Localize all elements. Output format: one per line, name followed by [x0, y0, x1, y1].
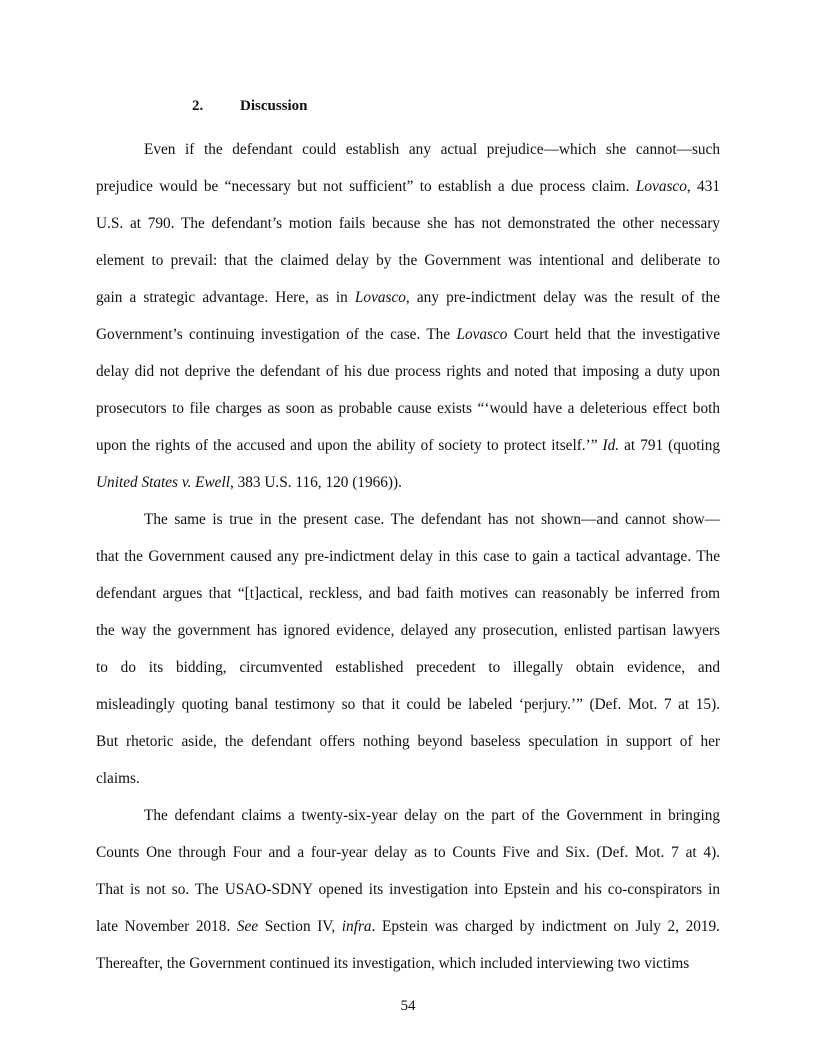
italic-text: infra — [341, 918, 372, 935]
text-run: The same is true in the present case. The defendant has not shown—and cannot show— — [144, 511, 720, 528]
text-line — [96, 945, 720, 982]
text-run: Government’s continuing investigation of the case. The — [96, 326, 457, 343]
section-title: Discussion — [240, 98, 308, 114]
text-run: gain a strategic advantage. Here, as in — [96, 289, 355, 306]
text-run: The defendant claims a twenty-six-year delay on the part of the Government in bringing — [144, 807, 720, 824]
text-run: prejudice would be “necessary but not sufficient” to establish a due process claim. — [96, 178, 636, 195]
text-line — [96, 353, 720, 390]
text-run: But rhetoric aside, the defendant offers nothing beyond baseless speculation in support of her — [96, 733, 720, 750]
text-line — [96, 279, 720, 316]
text-run: , 431 — [686, 178, 721, 195]
text-run: prosecutors to file charges as soon as probable cause exists “‘would have a deleterious effect both — [96, 400, 720, 417]
text-run: Thereafter, the Government continued its investigation, which included interviewing two victims — [96, 955, 690, 972]
text-run: Counts One through Four and a four-year delay as to Counts Five and Six. (Def. Mot. 7 at 4). — [96, 844, 720, 861]
italic-text: Lovasco — [354, 289, 406, 306]
italic-text: Id. — [602, 437, 620, 454]
text-line — [96, 316, 720, 353]
text-run: to do its bidding, circumvented established precedent to illegally obtain evidence, and — [96, 659, 720, 676]
section-heading — [96, 94, 720, 118]
text-line — [96, 242, 720, 279]
paragraph — [96, 131, 720, 501]
text-line — [96, 871, 720, 908]
text-run: claims. — [96, 770, 140, 787]
text-line — [96, 427, 720, 464]
italic-text: Lovasco — [635, 178, 687, 195]
italic-text: Lovasco — [456, 326, 508, 343]
text-run: , 383 U.S. 116, 120 (1966)). — [229, 474, 402, 491]
text-run: . Epstein was charged by indictment on July 2, 2019. — [371, 918, 720, 935]
italic-text: United States v. Ewell — [96, 474, 230, 491]
text-line — [96, 723, 720, 760]
page-number: 54 — [400, 998, 416, 1014]
text-line — [96, 575, 720, 612]
text-run: the way the government has ignored evidence, delayed any prosecution, enlisted partisan lawyers — [96, 622, 720, 639]
text-run: upon the rights of the accused and upon the ability of society to protect itself.’” — [96, 437, 603, 454]
text-line — [96, 908, 720, 945]
text-line — [96, 797, 720, 834]
italic-text: See — [236, 918, 259, 935]
text-line — [96, 686, 720, 723]
paragraph — [96, 501, 720, 797]
text-line — [96, 538, 720, 575]
text-run: at 791 (quoting — [619, 437, 721, 454]
text-line — [96, 501, 720, 538]
text-run: delay did not deprive the defendant of his due process rights and noted that imposing a duty upon — [96, 363, 720, 380]
paragraph — [96, 797, 720, 982]
text-run: That is not so. The USAO-SDNY opened its investigation into Epstein and his co-conspirators in — [96, 881, 720, 898]
text-line — [96, 464, 720, 501]
text-run: Court held that the investigative — [507, 326, 720, 343]
section-number: 2. — [192, 98, 204, 114]
text-line — [96, 760, 720, 797]
text-run: late November 2018. — [96, 918, 237, 935]
text-run: misleadingly quoting banal testimony so that it could be labeled ‘perjury.’” (Def. Mot. 7 at 15). — [96, 696, 720, 713]
text-run: Section IV, — [258, 918, 342, 935]
document-page — [96, 94, 720, 982]
text-line — [96, 390, 720, 427]
text-line — [96, 168, 720, 205]
text-run: U.S. at 790. The defendant’s motion fails because she has not demonstrated the other necessary — [96, 215, 720, 232]
text-line — [96, 612, 720, 649]
body-text — [96, 131, 720, 982]
text-run: that the Government caused any pre-indictment delay in this case to gain a tactical advantage. The — [96, 548, 720, 565]
text-run: element to prevail: that the claimed delay by the Government was intentional and deliberate to — [96, 252, 720, 269]
text-line — [96, 834, 720, 871]
text-line — [96, 649, 720, 686]
text-line — [96, 131, 720, 168]
text-line — [96, 205, 720, 242]
text-run: defendant argues that “[t]actical, reckless, and bad faith motives can reasonably be inferred from — [96, 585, 720, 602]
text-run: Even if the defendant could establish any actual prejudice—which she cannot—such — [144, 141, 720, 158]
text-run: , any pre-indictment delay was the result of the — [405, 289, 720, 306]
